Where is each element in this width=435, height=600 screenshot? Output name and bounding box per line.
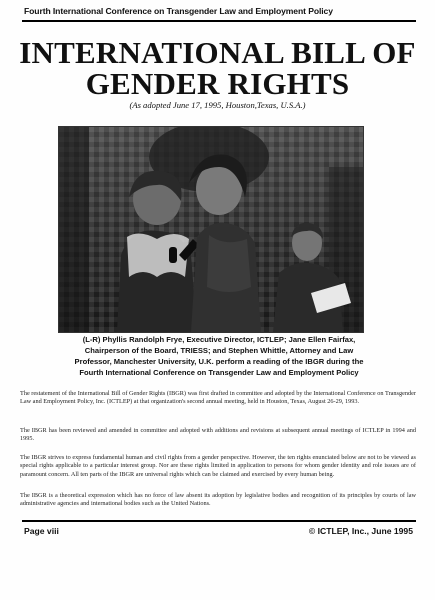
copyright-notice: © ICTLEP, Inc., June 1995 bbox=[308, 526, 413, 536]
body-paragraph: The IBGR strives to express fundamental human and civil rights from a gender perspective. However, the ten rights enunciated below are not to be viewed as special rights applicable to a particular interest group. Nor are these rights limited in application to persons for whom gender identity and role issues are of paramount concern. All ten parts of the IBGR are universal rights which can be claimed and exercised by every human being. bbox=[20, 454, 416, 478]
body-paragraph: The restatement of the International Bill of Gender Rights (IBGR) was first drafted in committee and adopted by the International Conference on Transgender Law and Employment Policy, Inc. (ICTLEP) at that organization's second annual meeting, held in Houston, Texas, August 26-29, 1993. bbox=[20, 390, 416, 406]
caption-line: Fourth International Conference on Transgender Law and Employment Policy bbox=[79, 368, 359, 377]
caption-line: (L-R) Phyllis Randolph Frye, Executive Director, ICTLEP; Jane Ellen Fairfax, bbox=[82, 335, 356, 344]
top-rule bbox=[22, 20, 416, 22]
document-title-line2: GENDER RIGHTS bbox=[85, 66, 350, 101]
document-title-line1: INTERNATIONAL BILL OF bbox=[19, 35, 416, 70]
bottom-rule bbox=[22, 520, 416, 522]
body-paragraph: The IBGR has been reviewed and amended in committee and adopted with additions and revisions at subsequent annual meetings of ICTLEP in 1994 and 1995. bbox=[20, 427, 416, 443]
caption-line: Professor, Manchester University, U.K. perform a reading of the IBGR during the bbox=[74, 357, 364, 366]
photo-illustration bbox=[59, 127, 363, 332]
photo-caption bbox=[54, 334, 384, 378]
document-subtitle: (As adopted June 17, 1995, Houston,Texas, U.S.A.) bbox=[129, 100, 306, 110]
page-number: Page viii bbox=[24, 526, 59, 536]
running-head: Fourth International Conference on Transgender Law and Employment Policy bbox=[24, 6, 333, 16]
reading-photo bbox=[58, 126, 364, 333]
caption-line: Chairperson of the Board, TRIESS; and Stephen Whittle, Attorney and Law bbox=[84, 346, 354, 355]
body-paragraph: The IBGR is a theoretical expression which has no force of law absent its adoption by legislative bodies and recognition of its principles by courts of law administrative agencies and international bodies such as the United Nations. bbox=[20, 492, 416, 508]
